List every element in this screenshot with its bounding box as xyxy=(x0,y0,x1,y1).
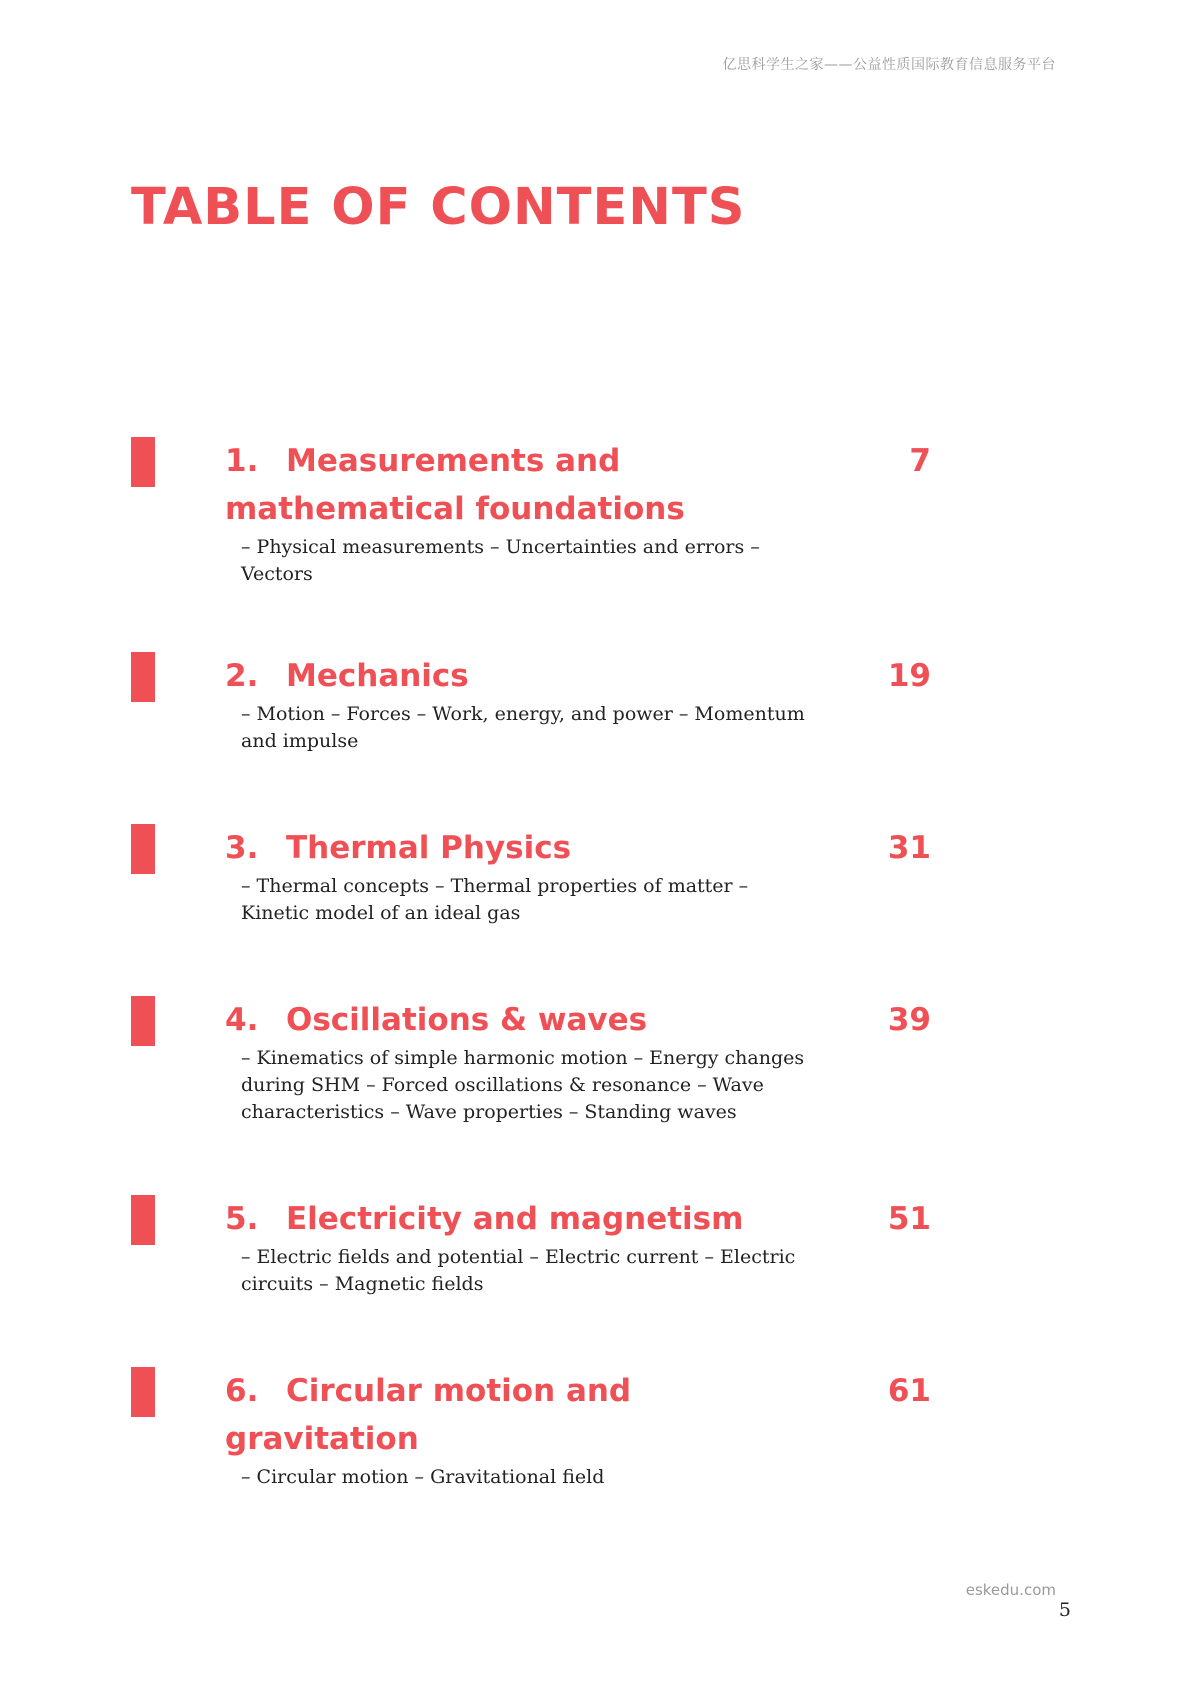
entry-title-text: Oscillations & waves xyxy=(286,1002,648,1038)
entry-marker xyxy=(131,824,155,874)
footer-site[interactable]: eskedu.com xyxy=(965,1581,1056,1599)
entry-title[interactable] xyxy=(225,652,805,700)
entry-marker xyxy=(131,996,155,1046)
entry-title[interactable] xyxy=(225,996,805,1044)
entry-number: 3. xyxy=(225,830,259,866)
page-number: 5 xyxy=(1058,1599,1071,1621)
entry-marker xyxy=(131,437,155,487)
entry-title-text: Measurements and mathematical foundations xyxy=(225,443,685,527)
entry-number: 6. xyxy=(225,1373,259,1409)
entry-number: 1. xyxy=(225,443,259,479)
entry-description: – Motion – Forces – Work, energy, and power – Momentum and impulse xyxy=(241,703,805,752)
entry-title-text: Thermal Physics xyxy=(286,830,572,866)
entry-marker xyxy=(131,1367,155,1417)
entry-description: – Kinematics of simple harmonic motion – Energy changes during SHM – Forced oscillations & resonance – Wave characteristics – Wave properties – Standing waves xyxy=(241,1047,805,1123)
entry-title[interactable] xyxy=(225,1195,805,1243)
entry-page-number: 39 xyxy=(887,1002,931,1038)
entry-description: – Electric fields and potential – Electric current – Electric circuits – Magnetic fields xyxy=(241,1246,796,1295)
entry-page-number: 61 xyxy=(887,1373,931,1409)
entry-number: 5. xyxy=(225,1201,259,1237)
header-text: 亿思科学生之家——公益性质国际教育信息服务平台 xyxy=(722,57,1056,73)
page-title: TABLE OF CONTENTS xyxy=(131,178,746,237)
entry-number: 2. xyxy=(225,658,259,694)
entry-marker xyxy=(131,1195,155,1245)
entry-title[interactable] xyxy=(225,1367,805,1463)
entry-title-text: Electricity and magnetism xyxy=(286,1201,744,1237)
entry-description: – Physical measurements – Uncertainties and errors – Vectors xyxy=(241,536,760,585)
entry-description: – Thermal concepts – Thermal properties of matter – Kinetic model of an ideal gas xyxy=(241,875,749,924)
entry-page-number: 7 xyxy=(909,443,931,479)
entry-title-text: Mechanics xyxy=(286,658,469,694)
entry-title-text: Circular motion and gravitation xyxy=(225,1373,632,1457)
entry-page-number: 31 xyxy=(887,830,931,866)
entry-page-number: 19 xyxy=(887,658,931,694)
entry-page-number: 51 xyxy=(887,1201,931,1237)
entry-title[interactable] xyxy=(225,437,805,533)
entry-marker xyxy=(131,652,155,702)
entry-description: – Circular motion – Gravitational field xyxy=(241,1466,605,1488)
entry-title[interactable] xyxy=(225,824,805,872)
entry-number: 4. xyxy=(225,1002,259,1038)
